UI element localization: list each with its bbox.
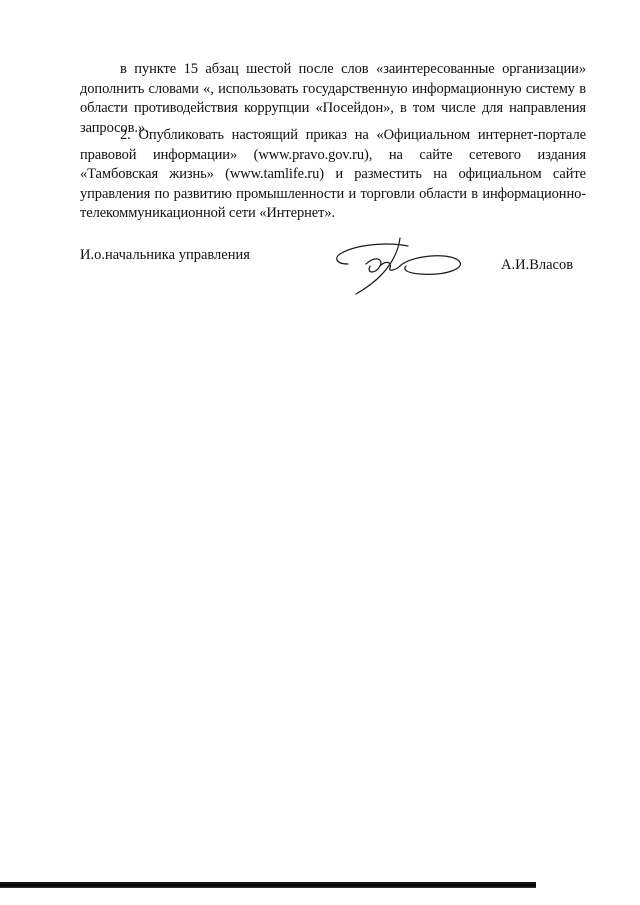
publication-paragraph: 2. Опубликовать настоящий приказ на «Официальном интернет-портале правовой информации» (www.pravo.gov.ru), на сайте сетевого издания «Тамбовская жизнь» (www.tamlife.ru) и разместить на официальном сайте управления по развитию промышленности и торговли области в информационно-телекоммуникационной сети «Интернет». <box>80 127 586 222</box>
signatory-name: А.И.Власов <box>501 257 574 273</box>
handwritten-signature-image <box>326 234 466 298</box>
amendment-paragraph: в пункте 15 абзац шестой после слов «заинтересованные организации» дополнить словами «, использовать государственную информационную систему в области противодействия коррупции «Посейдон», в том числе для направления запросов.». <box>80 61 586 136</box>
scan-edge-bar <box>0 882 536 888</box>
signatory-position: И.о.начальника управления <box>80 247 250 263</box>
